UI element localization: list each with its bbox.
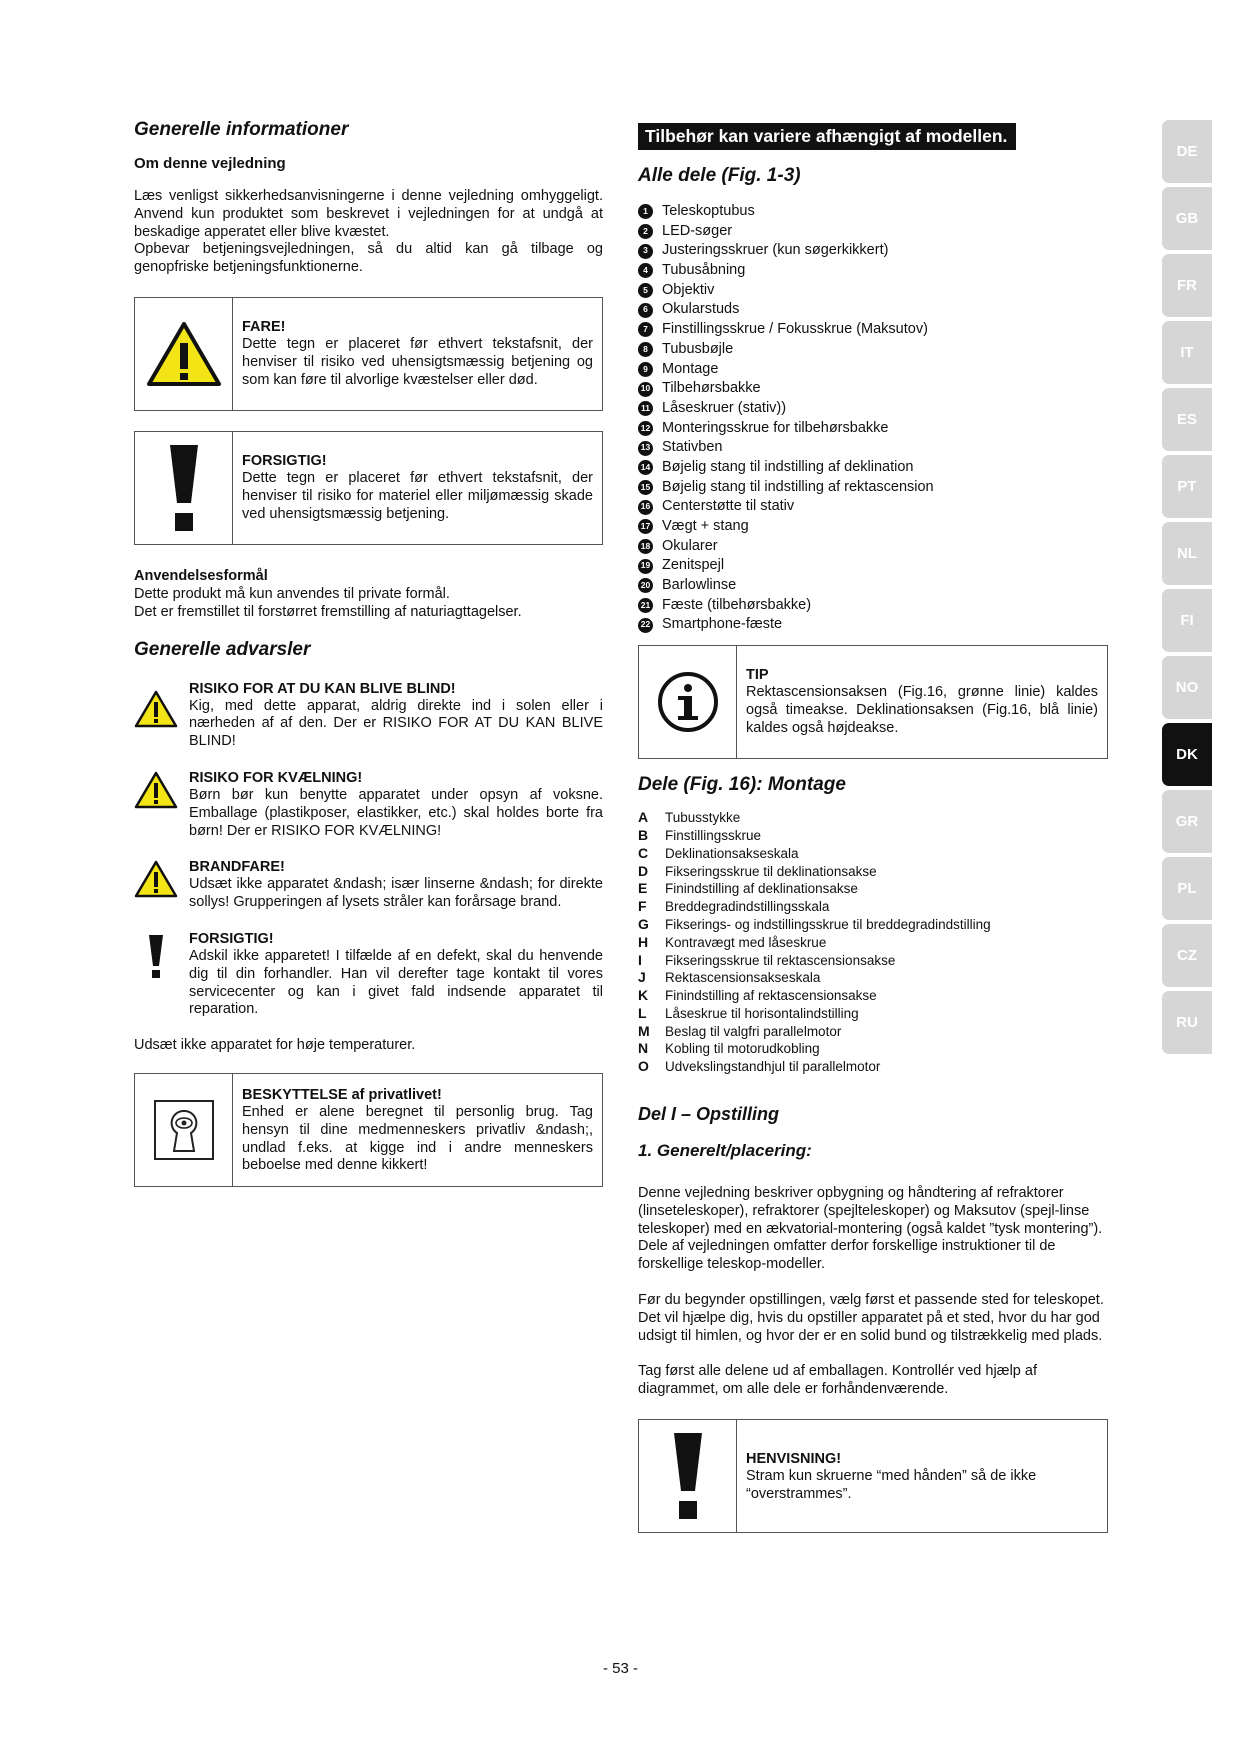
purpose-text-2: Det er fremstillet til forstørret fremstilling af naturiagttagelser. [134,603,522,620]
danger-triangle-icon [135,298,233,410]
list-item: 18 Okularer [638,537,1108,557]
warning-blind-text: Kig, med dette apparat, aldrig direkte ind i solen eller i nærheden af af den. Der er RISIKO FOR AT DU KAN BLIVE BLIND! [189,697,603,750]
number-badge: 15 [638,480,653,495]
list-item: H Kontravægt med låseskrue [638,933,827,950]
number-badge: 3 [638,244,653,259]
list-item: 7 Finstillingsskrue / Fokusskrue (Maksutov) [638,320,1108,340]
subsection-title-general: 1. Generelt/placering: [638,1141,812,1161]
tab-ru[interactable]: RU [1162,991,1212,1054]
danger-box [134,297,603,411]
tab-no[interactable]: NO [1162,656,1212,719]
list-item: 17 Vægt + stang [638,517,1108,537]
section-title-part1: Del I – Opstilling [638,1104,780,1125]
tab-es[interactable]: ES [1162,388,1212,451]
warning-disassemble-text: Adskil ikke apparetet! I tilfælde af en defekt, skal du henvende dig til din forhandler. Han vil derefter tage kontakt til vores servicecenter og kan i givet fald indsende apparatet til reparation. [189,947,603,1018]
caution-title: FORSIGTIG! [242,452,327,469]
number-badge: 10 [638,382,653,397]
accessories-banner: Tilbehør kan variere afhængigt af modellen. [638,123,1016,150]
list-item: 10 Tilbehørsbakke [638,379,1108,399]
tip-title: TIP [746,667,769,684]
list-item: 8 Tubusbøjle [638,340,1108,360]
number-badge: 9 [638,362,653,377]
heading-purpose: Anvendelsesformål [134,567,268,584]
list-item: O Udvekslingstandhjul til parallelmotor [638,1058,881,1075]
list-item: F Breddegradindstillingsskala [638,898,830,915]
privacy-title: BESKYTTELSE af privatlivet! [242,1086,442,1103]
about-text-1: Læs venligst sikkerhedsanvisningerne i denne vejledning omhyggeligt. Anvend kun produktet som beskrevet i vejledningen for at undgå at beskadige apperatet eller blive kvæstet. [134,188,603,240]
list-item: 16 Centerstøtte til stativ [638,497,1108,517]
list-item: 12 Monteringsskrue for tilbehørsbakke [638,419,1108,439]
list-item: 20 Barlowlinse [638,576,1108,596]
tab-dk[interactable]: DK [1162,723,1212,786]
section-title-warnings: Generelle advarsler [134,638,311,660]
list-item: M Beslag til valgfri parallelmotor [638,1022,842,1039]
page-number: - 53 - [602,1660,638,1677]
tab-nl[interactable]: NL [1162,522,1212,585]
keyhole-eye-icon [135,1074,233,1186]
list-item: 2 LED-søger [638,222,1108,242]
number-badge: 19 [638,559,653,574]
number-badge: 16 [638,500,653,515]
privacy-text: Enhed er alene beregnet til personlig brug. Tag hensyn til dine medmenneskers privatliv &ndash;, undlad f.eks. at kigge ind i andre menneskers beboelse med denne kikkert! [242,1103,593,1174]
list-item: B Finstillingsskrue [638,826,762,843]
list-item: 9 Montage [638,360,1108,380]
list-item: 14 Bøjelig stang til indstilling af deklination [638,458,1108,478]
right-column [638,123,1108,1533]
section-title-all-parts: Alle dele (Fig. 1-3) [638,165,801,186]
tab-gb[interactable]: GB [1162,187,1212,250]
tab-it[interactable]: IT [1162,321,1212,384]
exclamation-icon [134,930,189,1019]
list-item: 5 Objektiv [638,281,1108,301]
left-column [134,118,603,1187]
number-badge: 5 [638,283,653,298]
list-item: A Tubusstykke [638,809,741,826]
warning-suffocation-text: Børn bør kun benytte apparatet under opsyn af voksne. Emballage (plastikposer, elastikker, etc.) skal holdes borte fra børn! Der er RISIKO FOR KVÆLNING! [189,786,603,839]
number-badge: 20 [638,578,653,593]
parts-list [638,202,1108,635]
list-item: 13 Stativben [638,438,1108,458]
tab-de[interactable]: DE [1162,120,1212,183]
exclamation-icon [639,1420,737,1532]
info-icon [639,646,737,758]
setup-text-2: Før du begynder opstillingen, vælg først et passende sted for teleskopet. [638,1292,1104,1309]
list-item: 3 Justeringsskruer (kun søgerkikkert) [638,241,1108,261]
list-item: 6 Okularstuds [638,300,1108,320]
number-badge: 11 [638,401,653,416]
list-item: 22 Smartphone-fæste [638,615,1108,635]
caution-box [134,431,603,545]
number-badge: 4 [638,263,653,278]
exclamation-icon [135,432,233,544]
list-item: C Deklinationsakseskala [638,844,799,861]
warning-disassemble [134,930,603,1019]
warning-fire [134,858,603,912]
warning-blind-title: RISIKO FOR AT DU KAN BLIVE BLIND! [189,680,456,697]
number-badge: 8 [638,342,653,357]
tab-pl[interactable]: PL [1162,857,1212,920]
list-item: 1 Teleskoptubus [638,202,1108,222]
number-badge: 12 [638,421,653,436]
number-badge: 6 [638,303,653,318]
warning-suffocation-title: RISIKO FOR KVÆLNING! [189,769,363,786]
tab-fi[interactable]: FI [1162,589,1212,652]
note-text: Stram kun skruerne “med hånden” så de ikke “overstrammes”. [746,1468,1037,1502]
warning-triangle-icon [134,680,189,751]
number-badge: 18 [638,539,653,554]
setup-text-1: Denne vejledning beskriver opbygning og håndtering af refraktorer (linseteleskoper), refraktorer (spejlteleskoper) og Maksutov (spejl-linse teleskoper) med en ækvatorial-montering (også kaldet ”tysk montering”). Dele af vejledningen omfatter derfor forskellige instruktioner til de forskellige teleskop-modeller. [638,1185,1103,1273]
tab-pt[interactable]: PT [1162,455,1212,518]
tab-cz[interactable]: CZ [1162,924,1212,987]
caution-text: Dette tegn er placeret før ethvert tekstafsnit, der henviser til risiko for materiel eller miljømæssig skade ved uhensigtsmæssig betjening. [242,469,593,522]
purpose-text-1: Dette produkt må kun anvendes til private formål. [134,585,450,602]
list-item: J Rektascensionsakseskala [638,969,821,986]
list-item: D Fikseringsskrue til deklinationsakse [638,862,877,879]
list-item: K Finindstilling af rektascensionsakse [638,987,877,1004]
warning-triangle-icon [134,858,189,912]
section-title-montage: Dele (Fig. 16): Montage [638,774,846,796]
setup-text-4: Tag først alle delene ud af emballagen. Kontrollér ved hjælp af diagrammet, om alle dele er forhåndenværende. [638,1363,1037,1398]
language-tabs [1162,120,1212,1058]
danger-text: Dette tegn er placeret før ethvert tekstafsnit, der henviser til risiko ved uhensigtsmæssig betjening og som kan føre til alvorlige kvæstelser eller død. [242,335,593,388]
privacy-box [134,1073,603,1187]
number-badge: 17 [638,519,653,534]
number-badge: 13 [638,441,653,456]
number-badge: 14 [638,460,653,475]
warning-fire-title: BRANDFARE! [189,859,285,876]
warning-fire-text: Udsæt ikke apparatet &ndash; især linserne &ndash; for direkte sollys! Grupperingen af lysets stråler kan forårsage brand. [189,876,603,911]
tab-fr[interactable]: FR [1162,254,1212,317]
list-item: 15 Bøjelig stang til indstilling af rektascension [638,478,1108,498]
warning-blind [134,680,603,751]
danger-title: FARE! [242,318,286,335]
tab-gr[interactable]: GR [1162,790,1212,853]
list-item: I Fikseringsskrue til rektascensionsakse [638,951,896,968]
note-title: HENVISNING! [746,1451,842,1468]
section-title-general-info: Generelle informationer [134,119,349,140]
number-badge: 2 [638,224,653,239]
temperature-text: Udsæt ikke apparatet for høje temperaturer. [134,1037,416,1054]
list-item: 11 Låseskruer (stativ)) [638,399,1108,419]
list-item: G Fikserings- og indstillingsskrue til breddegradindstilling [638,915,991,932]
tip-text: Rektascensionsaksen (Fig.16, grønne linie) kaldes også timeakse. Deklinationsaksen (Fig.16, blå linie) kaldes også højdeakse. [746,684,1098,736]
number-badge: 22 [638,618,653,633]
list-item: E Finindstilling af deklinationsakse [638,880,858,897]
warning-suffocation [134,769,603,840]
tip-box [638,645,1108,759]
montage-list [638,809,1108,1076]
warning-disassemble-title: FORSIGTIG! [189,930,274,947]
list-item: 19 Zenitspejl [638,556,1108,576]
list-item: L Låseskrue til horisontalindstilling [638,1004,859,1021]
about-text-2: Opbevar betjeningsvejledningen, så du altid kan gå tilbage og genopfriske betjeningsfunktionerne. [134,241,603,276]
number-badge: 21 [638,598,653,613]
note-box [638,1419,1108,1533]
heading-about-manual: Om denne vejledning [134,155,286,172]
number-badge: 7 [638,322,653,337]
list-item: 4 Tubusåbning [638,261,1108,281]
list-item: N Kobling til motorudkobling [638,1040,820,1057]
warning-triangle-icon [134,769,189,840]
number-badge: 1 [638,204,653,219]
list-item: 21 Fæste (tilbehørsbakke) [638,596,1108,616]
setup-text-3: Det vil hjælpe dig, hvis du opstiller apparatet på et sted, hvor du har god udsigt til himlen, og hvor der er en solid bund og tilstrækkelig med plads. [638,1309,1103,1344]
